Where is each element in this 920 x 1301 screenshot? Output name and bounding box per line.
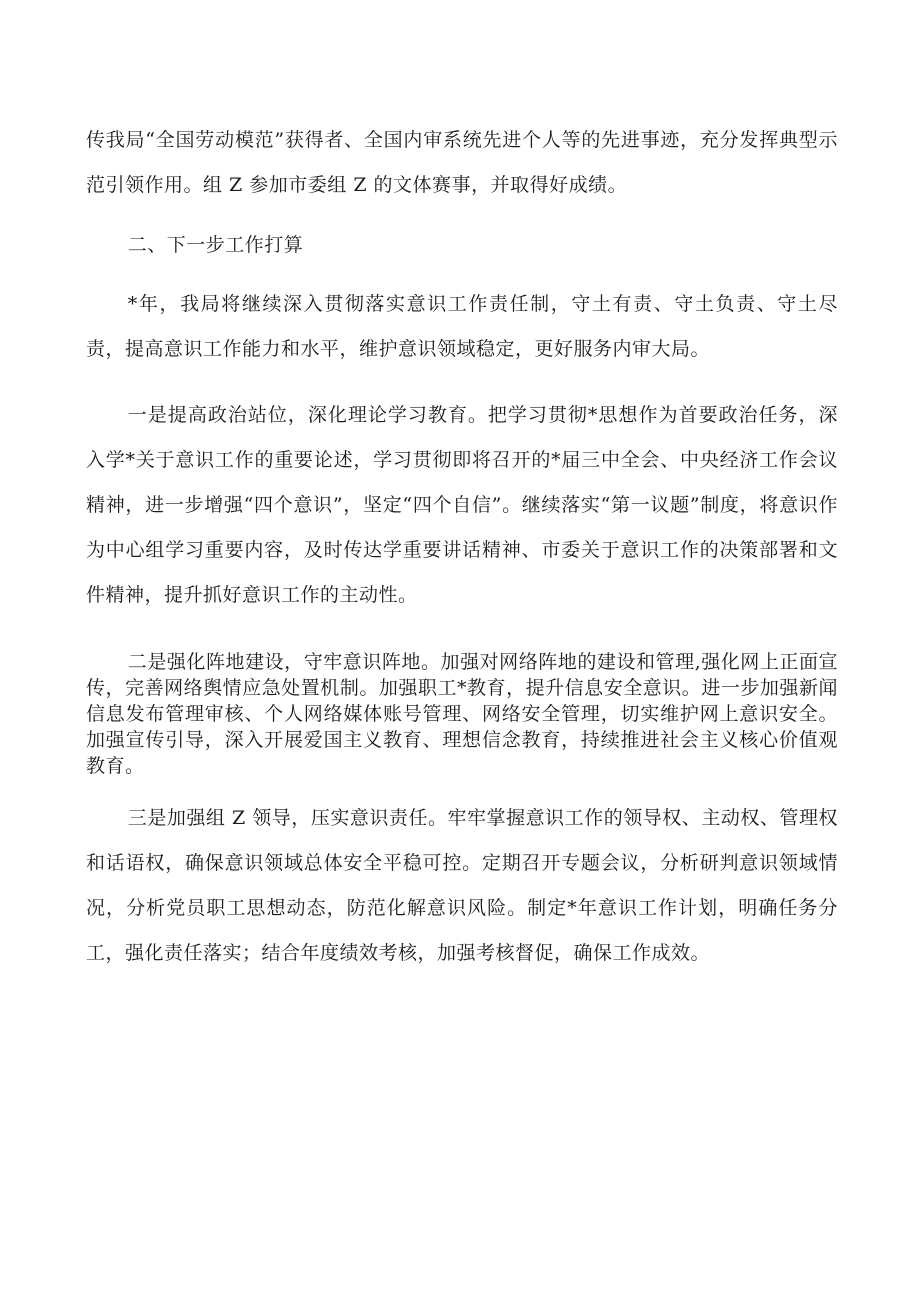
paragraph-point-three: 三是加强组 Z 领导，压实意识责任。牢牢掌握意识工作的领导权、主动权、管理权和话语权，确保意识领域总体安全平稳可控。定期召开专题会议，分析研判意识领域情况，分析党员职工思想动态，防范化解意识风险。制定*年意识工作计划，明确任务分工，强化责任落实；结合年度绩效考核，加强考核督促，确保工作成效。 (86, 807, 838, 964)
paragraph-plan-overview: *年，我局将继续深入贯彻落实意识工作责任制，守土有责、守土负责、守土尽责，提高意识工作能力和水平，维护意识领域稳定，更好服务内审大局。 (86, 293, 838, 360)
section-heading-next-steps: 二、下一步工作打算 (127, 234, 304, 256)
paragraph-point-two: 二是强化阵地建设，守牢意识阵地。加强对网络阵地的建设和管理,强化网上正面宣传，完善网络舆情应急处置机制。加强职工*教育，提升信息安全意识。进一步加强新闻信息发布管理审核、个人网络媒体账号管理、网络安全管理，切实维护网上意识安全。加强宣传引导，深入开展爱国主义教育、理想信念教育，持续推进社会主义核心价值观教育。 (86, 651, 838, 777)
paragraph-point-one: 一是提高政治站位，深化理论学习教育。把学习贯彻*思想作为首要政治任务，深入学*关于意识工作的重要论述，学习贯彻即将召开的*届三中全会、中央经济工作会议精神，进一步增强“四个意识”，坚定“四个自信”。继续落实“第一议题”制度，将意识作为中心组学习重要内容，及时传达学重要讲话精神、市委关于意识工作的决策部署和文件精神，提升抓好意识工作的主动性。 (86, 404, 838, 606)
paragraph-typical-examples: 传我局“全国劳动模范”获得者、全国内审系统先进个人等的先进事迹，充分发挥典型示范引领作用。组 Z 参加市委组 Z 的文体赛事，并取得好成绩。 (86, 129, 838, 196)
